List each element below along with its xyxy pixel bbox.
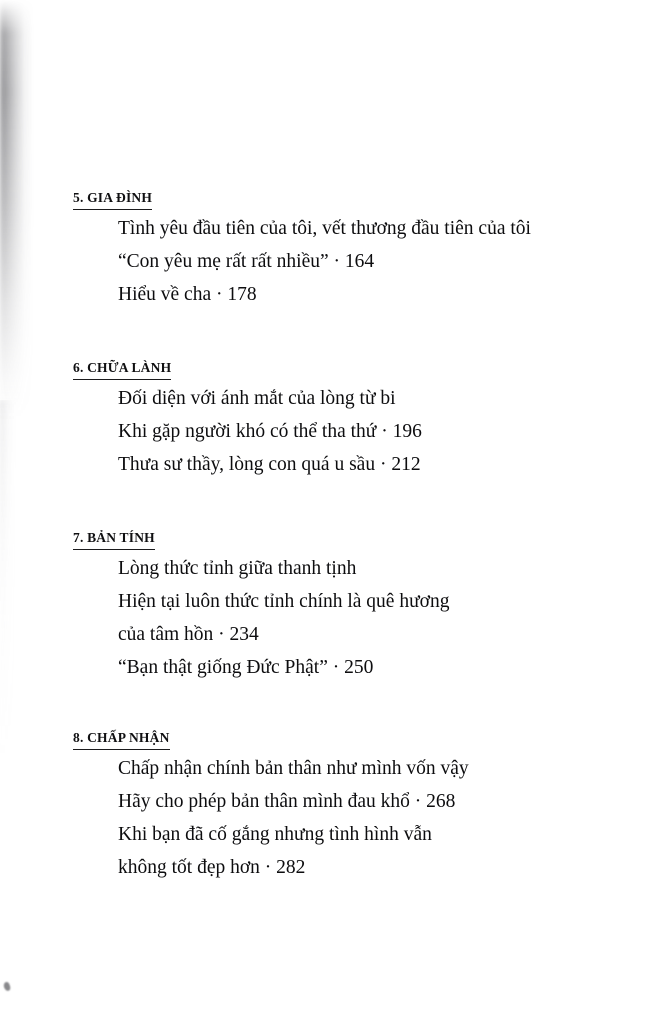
- toc-entry-continuation[interactable]: không tốt đẹp hơn · 282: [118, 856, 306, 878]
- toc-entry[interactable]: Thưa sư thầy, lòng con quá u sầu · 212: [118, 453, 421, 475]
- toc-entry[interactable]: Hãy cho phép bản thân mình đau khổ · 268: [118, 790, 456, 812]
- toc-entry[interactable]: Khi bạn đã cố gắng nhưng tình hình vẫn: [118, 823, 432, 845]
- section-heading-5: 5. GIA ĐÌNH: [73, 190, 152, 210]
- section-heading-6: 6. CHỮA LÀNH: [73, 360, 171, 380]
- toc-entry[interactable]: “Con yêu mẹ rất rất nhiều” · 164: [118, 250, 375, 272]
- toc-entry-list-8: [0, 752, 668, 884]
- toc-section-7: [0, 530, 668, 684]
- scan-speck-artifact: [3, 981, 11, 991]
- toc-section-8: [0, 730, 668, 884]
- toc-section-5: [0, 190, 668, 311]
- toc-entry-list-6: [0, 382, 668, 481]
- toc-entry-list-7: [0, 552, 668, 684]
- toc-entry[interactable]: Tình yêu đầu tiên của tôi, vết thương đầu tiên của tôi: [118, 217, 531, 239]
- toc-entry[interactable]: Hiện tại luôn thức tỉnh chính là quê hương: [118, 590, 450, 612]
- section-heading-row: [0, 190, 668, 212]
- section-heading-7: 7. BẢN TÍNH: [73, 530, 155, 550]
- toc-entry[interactable]: “Bạn thật giống Đức Phật” · 250: [118, 656, 374, 678]
- toc-entry[interactable]: Chấp nhận chính bản thân như mình vốn vậy: [118, 757, 469, 779]
- section-heading-row: [0, 730, 668, 752]
- toc-entry[interactable]: Khi gặp người khó có thể tha thứ · 196: [118, 420, 422, 442]
- section-heading-row: [0, 360, 668, 382]
- toc-entry-list-5: [0, 212, 668, 311]
- section-heading-row: [0, 530, 668, 552]
- toc-entry[interactable]: Đối diện với ánh mắt của lòng từ bi: [118, 387, 396, 409]
- toc-entry[interactable]: Hiểu về cha · 178: [118, 283, 257, 305]
- section-heading-8: 8. CHẤP NHẬN: [73, 730, 170, 750]
- toc-entry[interactable]: Lòng thức tỉnh giữa thanh tịnh: [118, 557, 357, 579]
- toc-section-6: [0, 360, 668, 481]
- toc-entry-continuation[interactable]: của tâm hồn · 234: [118, 623, 259, 645]
